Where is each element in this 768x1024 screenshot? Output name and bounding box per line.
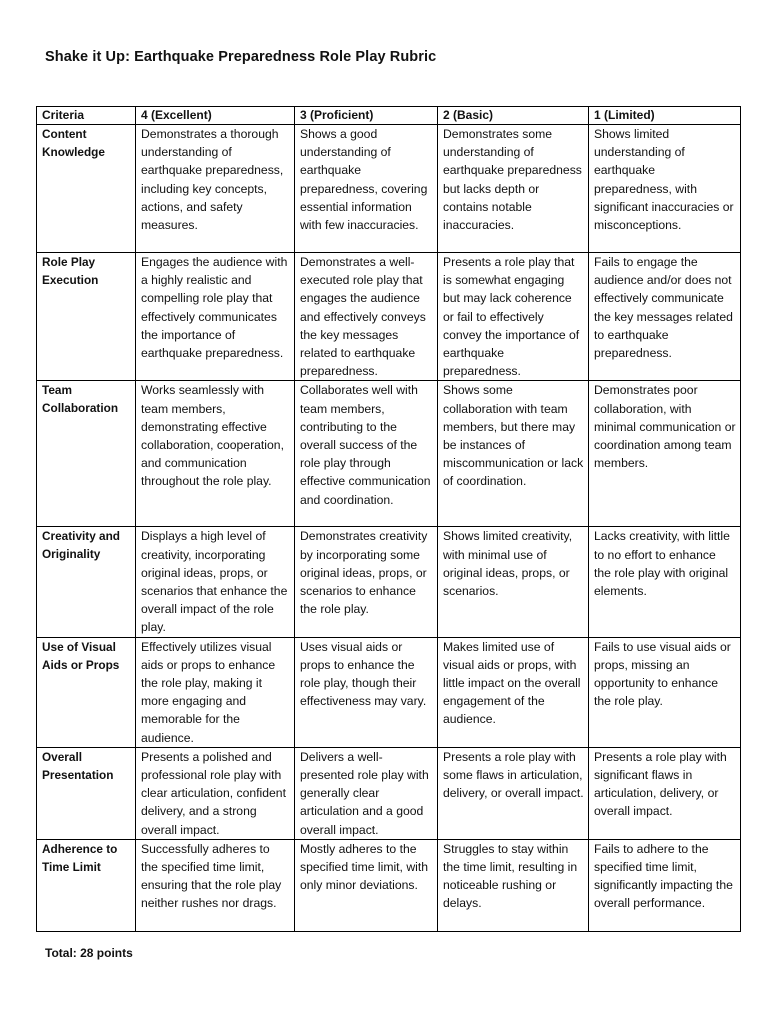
basic-cell: Struggles to stay within the time limit, resulting in noticeable rushing or delays. [438,839,589,931]
excellent-cell: Displays a high level of creativity, incorporating original ideas, props, or scenarios that enhance the overall impact of the role play. [136,527,295,637]
total-points: Total: 28 points [45,946,133,960]
excellent-cell: Presents a polished and professional role play with clear articulation, confident delivery, and a strong overall impact. [136,747,295,839]
table-row [37,839,741,931]
excellent-cell: Engages the audience with a highly realistic and compelling role play that effectively communicates the importance of earthquake preparedness. [136,253,295,381]
proficient-cell: Demonstrates a well-executed role play that engages the audience and effectively conveys the key messages related to earthquake preparedness. [295,253,438,381]
table-row [37,253,741,381]
page-title: Shake it Up: Earthquake Preparedness Role Play Rubric [45,49,437,65]
table-row [37,747,741,839]
rubric-table [36,106,741,932]
proficient-cell: Collaborates well with team members, contributing to the overall success of the role play through effective communication and coordination. [295,381,438,527]
proficient-cell: Demonstrates creativity by incorporating some original ideas, props, or scenarios to enhance the role play. [295,527,438,637]
limited-cell: Demonstrates poor collaboration, with minimal communication or coordination among team members. [589,381,741,527]
criteria-cell: Adherence to Time Limit [37,839,136,931]
limited-cell: Fails to adhere to the specified time limit, significantly impacting the overall performance. [589,839,741,931]
basic-cell: Presents a role play with some flaws in articulation, delivery, or overall impact. [438,747,589,839]
header-basic: 2 (Basic) [438,107,589,125]
table-row [37,527,741,637]
basic-cell: Shows some collaboration with team members, but there may be instances of miscommunication or lack of coordination. [438,381,589,527]
basic-cell: Presents a role play that is somewhat engaging but may lack coherence or fail to effectively convey the importance of earthquake preparedness. [438,253,589,381]
table-row [37,381,741,527]
excellent-cell: Successfully adheres to the specified time limit, ensuring that the role play neither rushes nor drags. [136,839,295,931]
limited-cell: Presents a role play with significant flaws in articulation, delivery, or overall impact. [589,747,741,839]
criteria-cell: Content Knowledge [37,125,136,253]
header-limited: 1 (Limited) [589,107,741,125]
limited-cell: Fails to use visual aids or props, missing an opportunity to enhance the role play. [589,637,741,747]
basic-cell: Shows limited creativity, with minimal use of original ideas, props, or scenarios. [438,527,589,637]
proficient-cell: Shows a good understanding of earthquake preparedness, covering essential information with few inaccuracies. [295,125,438,253]
header-criteria: Criteria [37,107,136,125]
criteria-cell: Role Play Execution [37,253,136,381]
proficient-cell: Mostly adheres to the specified time limit, with only minor deviations. [295,839,438,931]
criteria-cell: Team Collaboration [37,381,136,527]
criteria-cell: Overall Presentation [37,747,136,839]
proficient-cell: Uses visual aids or props to enhance the role play, though their effectiveness may vary. [295,637,438,747]
limited-cell: Lacks creativity, with little to no effort to enhance the role play with original elements. [589,527,741,637]
table-header-row [37,107,741,125]
excellent-cell: Demonstrates a thorough understanding of earthquake preparedness, including key concepts, actions, and safety measures. [136,125,295,253]
limited-cell: Shows limited understanding of earthquake preparedness, with significant inaccuracies or misconceptions. [589,125,741,253]
proficient-cell: Delivers a well-presented role play with generally clear articulation and a good overall impact. [295,747,438,839]
header-proficient: 3 (Proficient) [295,107,438,125]
criteria-cell: Use of Visual Aids or Props [37,637,136,747]
basic-cell: Demonstrates some understanding of earthquake preparedness but lacks depth or contains notable inaccuracies. [438,125,589,253]
header-excellent: 4 (Excellent) [136,107,295,125]
basic-cell: Makes limited use of visual aids or props, with little impact on the overall engagement of the audience. [438,637,589,747]
limited-cell: Fails to engage the audience and/or does not effectively communicate the key messages related to earthquake preparedness. [589,253,741,381]
excellent-cell: Works seamlessly with team members, demonstrating effective collaboration, cooperation, and communication throughout the role play. [136,381,295,527]
excellent-cell: Effectively utilizes visual aids or props to enhance the role play, making it more engaging and memorable for the audience. [136,637,295,747]
criteria-cell: Creativity and Originality [37,527,136,637]
table-row [37,125,741,253]
table-row [37,637,741,747]
